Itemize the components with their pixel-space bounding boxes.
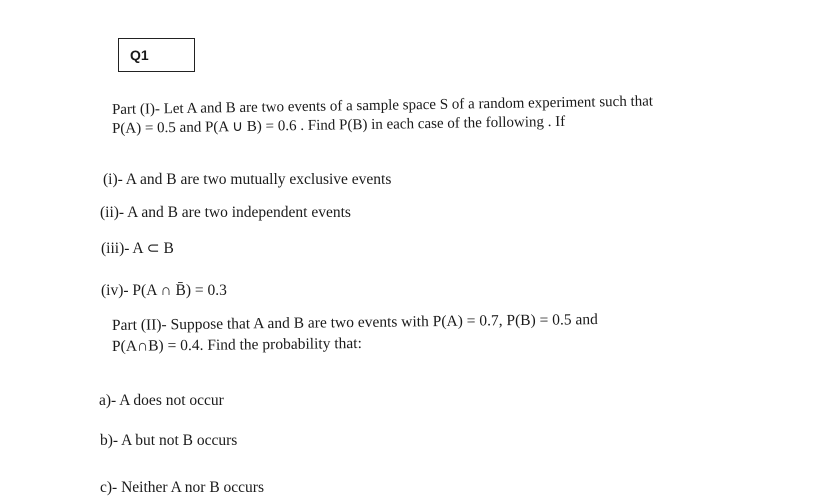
case-ii: (ii)- A and B are two independent events: [100, 204, 351, 221]
item-c: c)- Neither A nor B occurs: [100, 479, 264, 496]
case-iv: (iv)- P(A ∩ B̄) = 0.3: [101, 282, 227, 299]
case-iii: (iii)- A ⊂ B: [101, 240, 174, 257]
part1-line2: P(A) = 0.5 and P(A ∪ B) = 0.6 . Find P(B) in each case of the following . If: [111, 113, 566, 137]
part2-line1: Part (II)- Suppose that A and B are two events with P(A) = 0.7, P(B) = 0.5 and: [111, 311, 598, 334]
question-label: Q1: [130, 47, 149, 63]
item-b: b)- A but not B occurs: [100, 432, 238, 449]
part2-line2: P(A∩B) = 0.4. Find the probability that:: [111, 334, 362, 355]
question-label-box: [118, 38, 195, 72]
item-a: a)- A does not occur: [99, 392, 224, 409]
part1-line1: Part (I)- Let A and B are two events of a sample space S of a random experiment such that: [111, 93, 654, 118]
case-i: (i)- A and B are two mutually exclusive events: [103, 171, 392, 188]
